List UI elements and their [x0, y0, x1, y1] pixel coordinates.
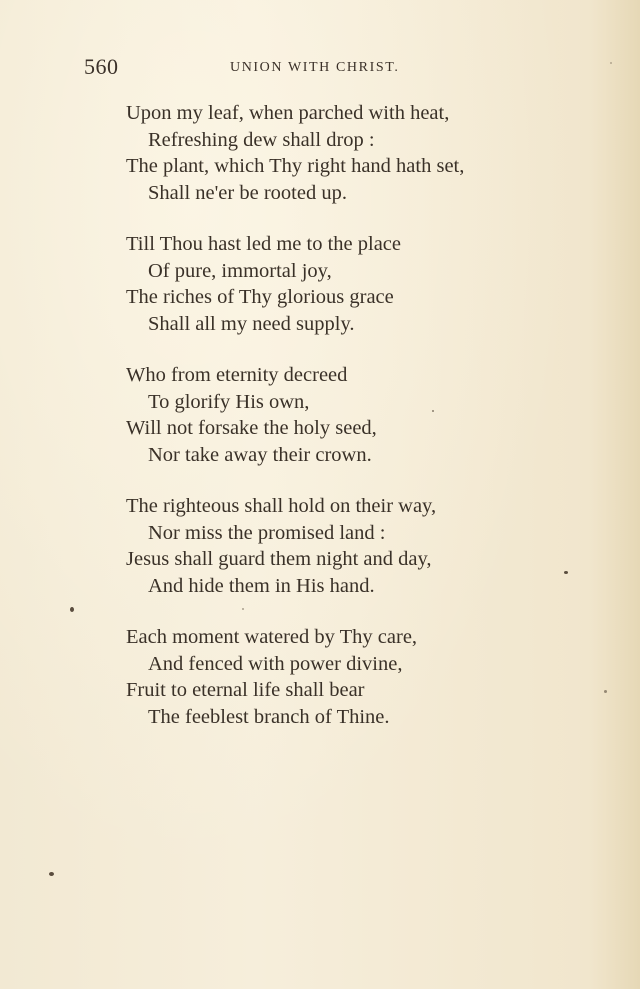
poem-line: Shall all my need supply. [148, 312, 355, 335]
poem-line: The feeblest branch of Thine. [148, 705, 390, 728]
poem-line: Who from eternity decreed [126, 364, 348, 386]
poem-line: Each moment watered by Thy care, [126, 626, 418, 648]
poem-line: The righteous shall hold on their way, [126, 495, 437, 517]
paper-speck [70, 607, 74, 612]
poem-line: And hide them in His hand. [148, 574, 375, 597]
running-head [84, 54, 554, 84]
chapter-title: UNION WITH CHRIST. [230, 60, 400, 75]
poem-line: To glorify His own, [148, 390, 310, 413]
poem-line: The plant, which Thy right hand hath set, [126, 155, 465, 177]
poem-line: Upon my leaf, when parched with heat, [126, 102, 450, 124]
paper-speck [564, 571, 568, 574]
poem-line: Fruit to eternal life shall bear [126, 679, 365, 701]
stanza-3 [126, 362, 586, 468]
paper-speck [49, 872, 54, 876]
poem-line: Jesus shall guard them night and day, [126, 548, 432, 570]
poem-line: Refreshing dew shall drop : [148, 128, 375, 151]
page-number: 560 [84, 54, 119, 79]
poem-line: Will not forsake the holy seed, [126, 417, 377, 439]
poem-line: Nor miss the promised land : [148, 521, 386, 544]
poem-line: Till Thou hast led me to the place [126, 233, 402, 255]
paper-speck [242, 608, 244, 610]
stanza-1 [126, 100, 586, 206]
paper-speck [432, 410, 434, 412]
poem-line: The riches of Thy glorious grace [126, 286, 394, 308]
paper-speck [610, 62, 612, 64]
poem-line: Shall ne'er be rooted up. [148, 181, 347, 204]
stanza-5 [126, 624, 586, 730]
stanza-4 [126, 493, 586, 599]
poem-line: Nor take away their crown. [148, 443, 372, 466]
paper-speck [604, 690, 607, 693]
poem-line: And fenced with power divine, [148, 652, 403, 675]
stanza-2 [126, 231, 586, 337]
poem [126, 100, 586, 755]
poem-line: Of pure, immortal joy, [148, 259, 332, 282]
